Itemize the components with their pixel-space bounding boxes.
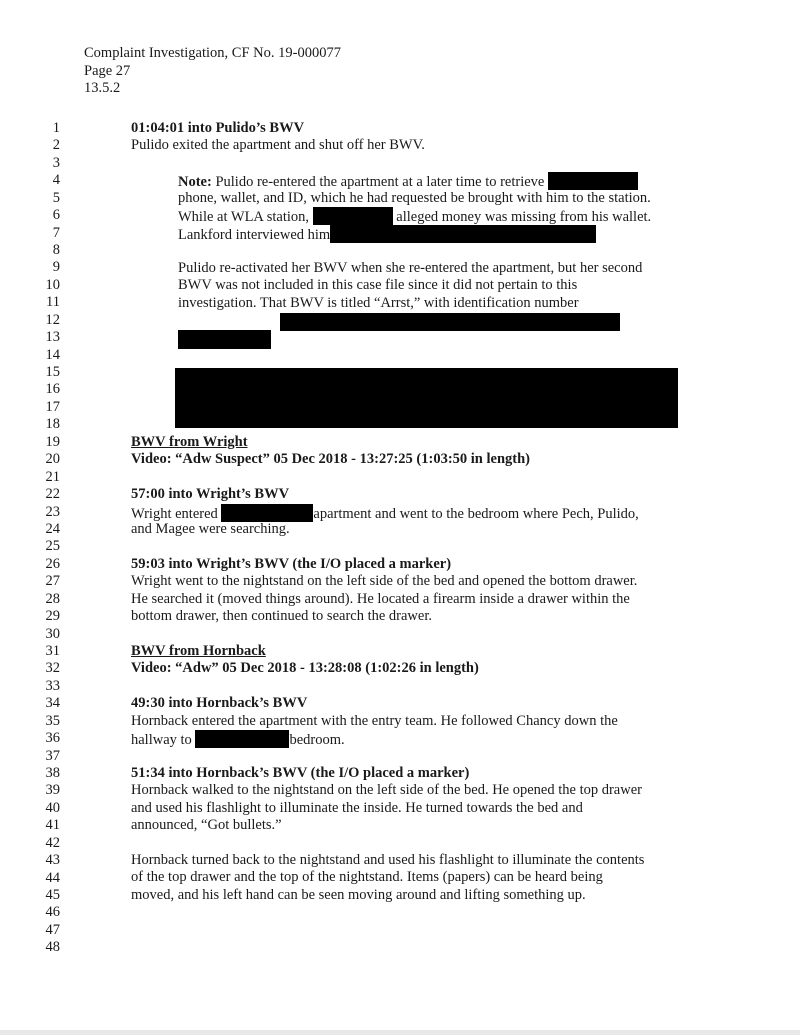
line-number: 34: [45, 695, 60, 712]
line-number: 33: [45, 677, 60, 694]
line-number: 38: [45, 764, 60, 781]
body-line: Wright went to the nightstand on the left side of the bed and opened the bottom drawer.: [131, 573, 638, 589]
line-number: 14: [45, 346, 60, 363]
line-number: 25: [45, 538, 60, 555]
line-number: 10: [45, 276, 60, 293]
line-number: 23: [45, 503, 60, 520]
note-line: phone, wallet, and ID, which he had requested be brought with him to the station.: [178, 190, 651, 206]
line-number: 26: [45, 555, 60, 572]
line-number: 27: [45, 573, 60, 590]
note-line: investigation. That BWV is titled “Arrst,” with identification number: [178, 295, 579, 311]
line-number: 1: [52, 120, 60, 136]
body-line: [131, 730, 345, 749]
line-number: 36: [45, 730, 60, 746]
line-number: 37: [45, 747, 60, 764]
line-number: 39: [45, 782, 60, 799]
line-number: 8: [52, 242, 60, 258]
body-line: and used his flashlight to illuminate the inside. He turned towards the bed and: [131, 800, 583, 816]
line-number: 46: [45, 904, 60, 921]
note-line: [178, 207, 651, 226]
redaction-bar: [548, 172, 638, 190]
redaction-bar: [195, 730, 289, 748]
line-number: 28: [45, 590, 60, 607]
line-number: 35: [45, 712, 60, 729]
body-line: He searched it (moved things around). He located a firearm inside a drawer within the: [131, 591, 630, 607]
note-line: [178, 225, 596, 244]
timestamp-heading: 57:00 into Wright’s BWV: [131, 486, 290, 502]
line-number: 21: [45, 468, 60, 485]
note-line: [178, 172, 638, 191]
line-number: 24: [45, 520, 60, 537]
section-heading-wright: BWV from Wright: [131, 434, 248, 450]
body-line: Hornback walked to the nightstand on the left side of the bed. He opened the top drawer: [131, 782, 642, 798]
line-number: 30: [45, 625, 60, 642]
line-number: 7: [52, 224, 60, 241]
body-line: Pulido exited the apartment and shut off her BWV.: [131, 137, 425, 153]
note-line: BWV was not included in this case file since it did not pertain to this: [178, 277, 578, 293]
line-number: 22: [45, 486, 60, 502]
timestamp-heading: 51:34 into Hornback’s BWV (the I/O placed a marker): [131, 765, 470, 781]
page-header: [84, 45, 341, 98]
body-line: and Magee were searching.: [131, 521, 290, 537]
page-bottom-edge: [0, 1030, 800, 1035]
line-number: 43: [45, 852, 60, 869]
header-title: Complaint Investigation, CF No. 19-000077: [84, 45, 341, 61]
note-text: While at WLA station,: [178, 209, 313, 225]
timestamp-heading: 49:30 into Hornback’s BWV: [131, 695, 308, 711]
line-number: 2: [52, 137, 60, 154]
note-label: Note:: [178, 174, 212, 190]
body-line: of the top drawer and the top of the nightstand. Items (papers) can be heard being: [131, 869, 603, 885]
line-number: 19: [45, 433, 60, 450]
line-number: 31: [45, 642, 60, 659]
header-section: 13.5.2: [84, 80, 121, 96]
line-number: 29: [45, 608, 60, 624]
line-number: 15: [45, 364, 60, 380]
note-line: Pulido re-activated her BWV when she re-entered the apartment, but her second: [178, 260, 643, 276]
note-text: Pulido re-entered the apartment at a later time to retrieve: [211, 174, 548, 190]
note-text: Lankford interviewed him: [178, 227, 331, 243]
redaction-bar: [313, 207, 393, 225]
body-line: bottom drawer, then continued to search the drawer.: [131, 608, 432, 624]
line-number: 3: [52, 154, 60, 171]
redaction-bar: [221, 504, 313, 522]
line-number: 6: [52, 207, 60, 224]
line-number: 13: [45, 329, 60, 346]
redaction-block: [175, 368, 678, 428]
video-title: Video: “Adw Suspect” 05 Dec 2018 - 13:27:25 (1:03:50 in length): [131, 451, 530, 467]
timestamp-heading: 01:04:01 into Pulido’s BWV: [131, 120, 305, 136]
body-line: Hornback turned back to the nightstand and used his flashlight to illuminate the contents: [131, 852, 645, 868]
line-number: 17: [45, 398, 60, 415]
line-number: 47: [45, 921, 60, 938]
line-number: 18: [45, 416, 60, 433]
line-number: 48: [45, 939, 60, 956]
note-text: alleged money was missing from his wallet.: [392, 209, 652, 225]
body-text: Wright entered: [131, 506, 222, 522]
body-line: announced, “Got bullets.”: [131, 817, 282, 833]
redaction-bar: [330, 225, 596, 243]
body-text: bedroom.: [289, 732, 345, 748]
line-number: 12: [45, 311, 60, 328]
redaction-bar: [280, 313, 620, 331]
line-number: 20: [45, 451, 60, 468]
line-number: 32: [45, 660, 60, 677]
video-title: Video: “Adw” 05 Dec 2018 - 13:28:08 (1:02:26 in length): [131, 660, 479, 676]
line-number: 45: [45, 886, 60, 903]
body-text: apartment and went to the bedroom where Pech, Pulido,: [313, 506, 639, 522]
body-line: moved, and his left hand can be seen moving around and lifting something up.: [131, 887, 586, 903]
header-page-number: Page 27: [84, 62, 131, 79]
body-line: Hornback entered the apartment with the entry team. He followed Chancy down the: [131, 713, 618, 729]
line-number: 4: [52, 172, 60, 189]
body-text: hallway to: [131, 732, 196, 748]
line-number: 9: [52, 259, 60, 276]
line-number: 42: [45, 834, 60, 851]
redaction-bar: [178, 330, 271, 349]
line-number: 41: [45, 817, 60, 834]
section-heading-hornback: BWV from Hornback: [131, 643, 266, 659]
timestamp-heading: 59:03 into Wright’s BWV (the I/O placed a marker): [131, 556, 452, 572]
line-number: 11: [46, 294, 60, 311]
line-number: 44: [45, 869, 60, 886]
line-number: 40: [45, 799, 60, 816]
line-number: 5: [52, 189, 60, 206]
line-number: 16: [45, 381, 60, 398]
